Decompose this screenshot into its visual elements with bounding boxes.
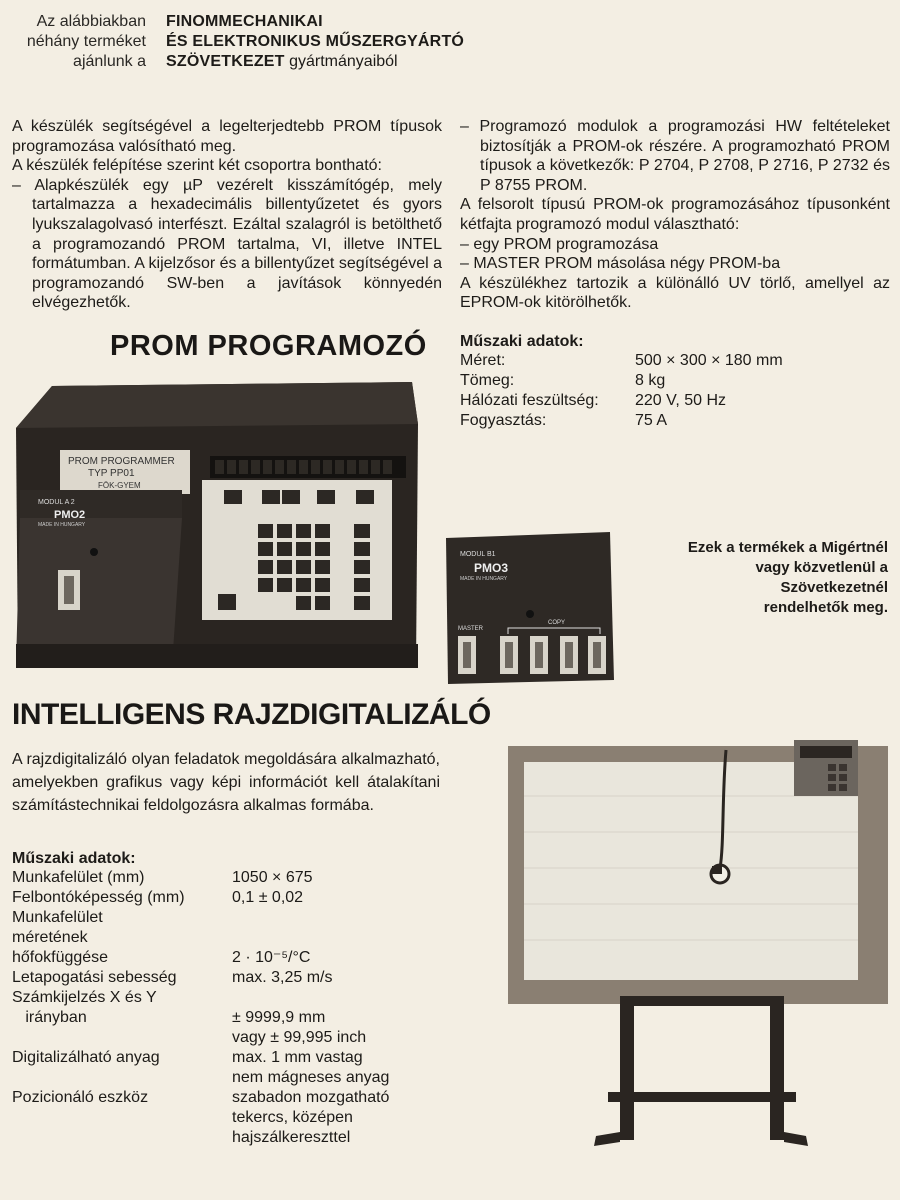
digitizer-spec-row [12,908,452,968]
prom-para: – MASTER PROM másolása négy PROM-ba [460,255,781,273]
prom-description-left [12,117,442,313]
prom-spec-row [460,391,890,411]
spec-value: 75 A [635,412,668,429]
prom-para: A készülékhez tartozik a különálló UV törlő, amellyel az EPROM-ok kitörölhetők. [460,274,890,312]
spec-value: 8 kg [635,372,666,389]
spec-key: Munkafelület (mm) [12,869,145,886]
panel-label-line3: FÖK-GYEM [98,481,141,490]
spec-key: Számkijelzés X és Y irányban [12,989,157,1026]
programmer-top [16,382,418,428]
company-line-1: FINOMMECHANIKAI [166,13,323,30]
intro-line: Az alábbiakban [36,13,146,30]
spec-value: max. 1 mm vastag nem mágneses anyag [232,1049,390,1086]
module-a-small-label: MODUL A 2 [38,499,75,506]
panel-label-line2: TYP PP01 [88,468,135,479]
spec-key: Hálózati feszültség: [460,392,599,409]
intro-line: ajánlunk a [73,53,146,70]
spec-value: 220 V, 50 Hz [635,392,727,409]
digitizer-spec-row [12,1048,452,1088]
stand-bottom-bar [608,1092,796,1102]
display-digits [215,460,392,474]
spec-value: 1050 × 675 [232,869,313,886]
prom-para: – Programozó modulok a programozási HW feltételeket biztosítják a PROM-ok részére. A programozható PROM típusok a következők: P 2704, P 2708, P 2716, P 2732 és P 8755 PROM. [460,118,890,194]
digitizer-photo [500,736,892,1148]
stand-top-bar [620,996,784,1006]
spec-key: Pozicionáló eszköz [12,1089,149,1106]
master-label: MASTER [458,626,484,632]
prom-programmer-photo [12,378,420,674]
digitizer-title: INTELLIGENS RAJZDIGITALIZÁLÓ [12,698,491,731]
spec-key: Felbontóképesség (mm) [12,889,185,906]
prom-description-right [460,117,890,313]
spec-value: max. 3,25 m/s [232,969,333,986]
prom-para: A felsorolt típusú PROM-ok programozásához típusonként kétfajta programozó modul választható: [460,196,890,233]
module-b-small-label: MODUL B1 [460,551,496,558]
prom-spec-row [460,371,890,391]
spec-key: Tömeg: [460,372,515,389]
digitizer-spec-row [12,868,452,888]
prom-specs-heading: Műszaki adatok: [460,333,584,350]
intro-left-text [12,12,146,72]
order-note-line: Szövetkezetnél [780,579,888,596]
company-line-3-rest: gyártmányaiból [284,53,398,70]
module-a-made-in: MADE IN HUNGARY [38,522,86,528]
digitizer-specs [12,850,452,1148]
company-line-3: SZÖVETKEZET [166,53,285,70]
prom-para: A készülék segítségével a legelterjedtebb PROM típusok programozása valósítható meg. [12,118,442,155]
spec-key: Letapogatási sebesség [12,969,177,986]
digitizer-specs-heading: Műszaki adatok: [12,850,136,867]
intro-line: néhány terméket [26,33,146,50]
digitizer-spec-row [12,888,452,908]
spec-value: 2 · 10⁻⁵/°C [232,949,311,966]
prom-para: – Alapkészülék egy µP vezérelt kisszámítógép, mely tartalmazza a hexadecimális billentyűzetet és gyors lyukszalagolvasó interfészt. Ezáltal szalagról is betölthető a programozandó PROM tartalma, VI, illetve INTEL formátumban. A kijelzősor és a billentyűzet segítségével a programozandó SW-ben a javítások könnyedén elvégezhetők. [12,176,442,312]
module-b-made-in: MADE IN HUNGARY [460,576,508,582]
module-a-led [90,548,98,556]
control-display [800,746,852,758]
spec-key: Digitalizálható anyag [12,1049,160,1066]
copy-label: COPY [548,620,566,626]
programmer-base [16,644,418,668]
spec-key: Fogyasztás: [460,412,547,429]
company-name [166,12,586,72]
spec-value: ± 9999,9 mm vagy ± 99,995 inch [232,1009,367,1046]
module-pmo2 [16,516,182,666]
digitizer-spec-row [12,988,452,1048]
digitizer-description: A rajzdigitalizáló olyan feladatok megoldására alkalmazható, amelyekben grafikus vagy képi információt kell átalakítani számítástechnikai feldolgozásra alkalmas formába. [12,751,440,814]
company-line-2: ÉS ELEKTRONIKUS MŰSZERGYÁRTÓ [166,33,465,50]
prom-title: PROM PROGRAMOZÓ [110,330,427,362]
panel-label-line1: PROM PROGRAMMER [68,456,175,467]
order-note-line: rendelhetők meg. [763,599,888,616]
stand-leg-left [620,998,634,1140]
module-b-label: PMO3 [474,561,509,575]
spec-key: Méret: [460,352,506,369]
digitizer-spec-row [12,1088,452,1148]
module-b-led [526,610,534,618]
digitizer-spec-row [12,968,452,988]
order-note-line: Ezek a termékek a Migértnél [687,539,888,556]
stand-leg-right [770,998,784,1140]
spec-value: 0,1 ± 0,02 [232,889,304,906]
order-note-line: vagy közvetlenül a [755,559,888,576]
spec-value: 500 × 300 × 180 mm [635,352,783,369]
order-note [588,538,888,618]
module-a-label: PMO2 [54,509,86,521]
prom-para: – egy PROM programozása [460,235,659,253]
prom-spec-row [460,411,890,431]
prom-spec-row [460,351,890,371]
spec-key: Munkafelület méretének hőfokfüggése [12,909,109,966]
spec-value: szabadon mozgatható tekercs, középen hajszálkereszttel [232,1089,390,1146]
prom-para: A készülék felépítése szerint két csoportra bontható: [12,157,382,175]
prom-specs [460,333,890,431]
